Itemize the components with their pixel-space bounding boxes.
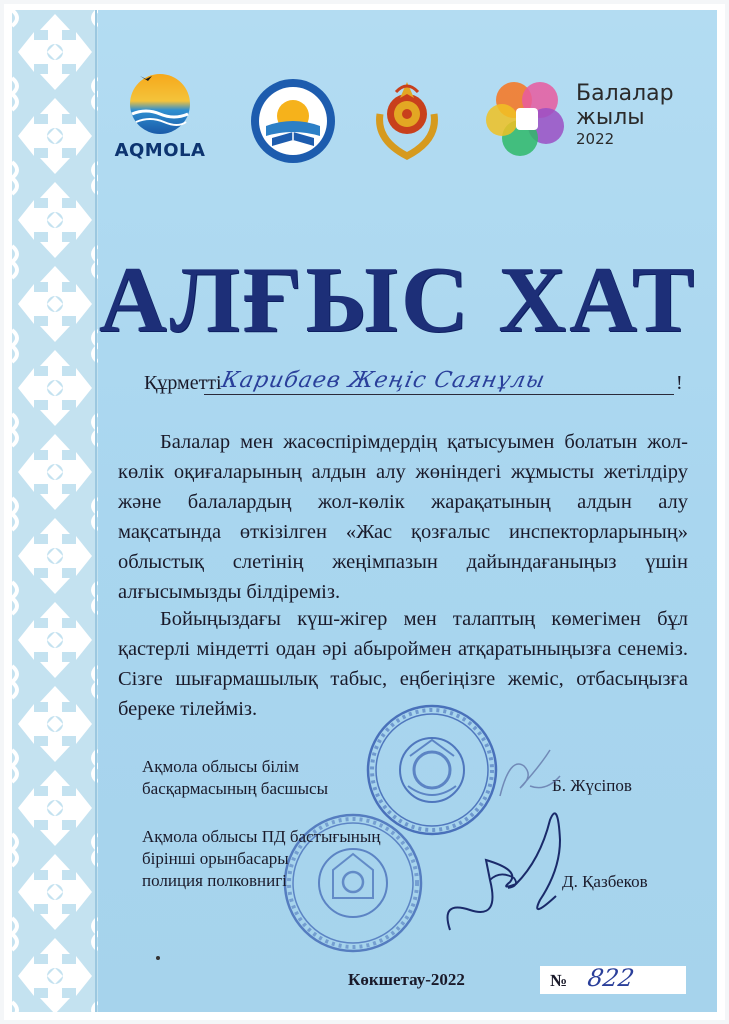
aqmola-text: AQMOLA [114, 140, 206, 161]
signatory-2-line1: Ақмола облысы ПД бастығының [142, 827, 381, 846]
education-department-logo [248, 76, 338, 166]
children-year-text [576, 82, 674, 148]
signatory-1-line2: басқармасының басшысы [142, 779, 329, 798]
signatory-2-line3: полиция полковнигі [142, 871, 287, 890]
recipient-name: Карибаев Жеңіс Саянұлы [219, 368, 548, 393]
salutation [144, 370, 684, 400]
signatory-1-name: Б. Жүсіпов [552, 776, 632, 795]
footer-city: Көкшетау-2022 [348, 970, 465, 989]
logo-row [106, 70, 686, 170]
document-title: АЛҒЫС ХАТ [98, 248, 698, 352]
signatory-2-name: Д. Қазбеков [562, 872, 648, 891]
body-paragraph-2: Бойыңыздағы күш-жігер мен талаптың көмегімен бұл қастерлі міндетті одан әрі абыроймен атқаратыныңызға сенеміз. Сізге шығармашылық табыс, еңбегіңізге жеміс, отбасыңызға береке тілейміз. [118, 608, 688, 720]
ornamental-border [12, 10, 98, 1012]
police-emblem [372, 74, 442, 160]
children-year-logo-icon [484, 76, 570, 162]
children-year-logo [484, 76, 694, 166]
signatory-2-line2: бірінші орынбасары [142, 849, 289, 868]
aqmola-logo [106, 70, 216, 165]
salutation-label: Құрметті [144, 372, 222, 394]
signature-2 [430, 800, 600, 940]
aqmola-sun-logo-icon [106, 70, 216, 140]
document-number-label: № [550, 971, 568, 990]
signatory-1-line1: Ақмола облысы білім [142, 757, 300, 776]
ink-dot [156, 956, 160, 960]
children-year-line3: 2022 [576, 130, 615, 148]
children-year-line2: жылы [576, 105, 645, 130]
document-number: 822 [585, 964, 637, 992]
education-department-logo-icon [248, 76, 338, 166]
signatory-2-title [142, 826, 380, 892]
children-year-line1: Балалар [576, 81, 674, 106]
signatory-1-title [142, 756, 328, 800]
body-paragraph-1: Балалар мен жасөспірімдердің қатысуымен болатын жол-көлік оқиғаларының алдын алу жөніндегі жұмысты жетілдіру және балалардың жол-көлік жарақатының алдын алу мақсатында өткізілген «Жас қозғалыс инспекторларының» облыстық слетінің жеңімпазын дайындағаныңыз үшін алғысымызды білдіреміз. [118, 431, 688, 603]
salutation-underline [204, 394, 674, 395]
handwritten-signature-icon [430, 800, 600, 940]
police-emblem-icon [372, 74, 442, 160]
document-number-box [540, 966, 686, 994]
salutation-end: ! [676, 372, 683, 394]
